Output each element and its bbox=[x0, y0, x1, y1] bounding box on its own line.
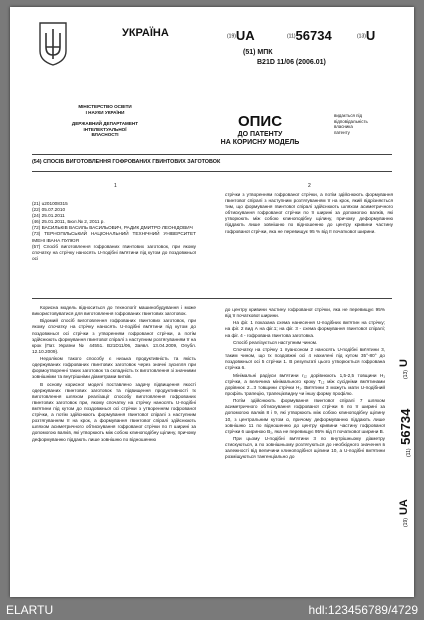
department-name: ДЕРЖАВНИЙ ДЕПАРТАМЕНТ ІНТЕЛЕКТУАЛЬНОЇ ВЛАСНОСТІ bbox=[71, 121, 139, 138]
country-name: УКРАЇНА bbox=[122, 27, 169, 39]
patent-number: (11)56734 bbox=[287, 28, 332, 43]
document-kind: (13)U bbox=[357, 28, 376, 43]
divider bbox=[32, 171, 392, 172]
ipc-label: (51) МПК bbox=[243, 49, 273, 56]
patent-title: (54) СПОСІБ ВИГОТОВЛЕННЯ ГОФРОВАНИХ ГВИНТОВИХ ЗАГОТОВОК bbox=[32, 159, 221, 165]
trident-emblem-icon bbox=[38, 21, 68, 67]
description-right-column: до центру кривини частину гофрованої стрічки, яка не перевищує 95% від її початкової ширини. На фіг. 1 показана схема нанесення U-подібних вм'ятин на стрічку; на фіг. 2 вид А на фіг.1; на фіг. 3 - схема формування гвинтової спіралі; на фіг. 4 - гофрована гвинтова заготовка. Спосіб реалізується наступним чином. Спочатку на стрічку 1 пуансоном 2 наносять U-подібні вм'ятини 3, таким чином, що їх поздовжні осі 4 нахилені під кутом 35°-80° до поздовжньої осі 5 стрічки 1. В результаті цього утворюється гофрована стрічка 6. Мінімальні радіуси вм'ятини r₁₂ дорівнюють 1,5-2,5 товщини H₁ стрічки, а величина мінімального кроку T₁₂ між сусідніми вм'ятинами дорівнює 2...3 товщини стрічки H₁. Вм'ятини 3 можуть мати U-подібний профіль трапецію, трапецієвидну чи іншу форму профілю. Потім здійснюють формування гвинтової спіралі 7 шляхом асиметричного обтискування гофрованої стрічки 6 по її ширині за допомогою валків 8 і 9, які утворюють між собою клиноподібну щілину 10, з центральним кутом α, причому деформуванню піддають лише зовнішню 11 по відношенню до центру кривини частину гофрованої стрічки 6 шириною B₁, яка не перевищує 95% від її початкової ширини B. При цьому U-подібні вм'ятини 3 по внутрішньому діаметру стискуються, а по зовнішньому розтягуються до необхідного значення в залежності від величини клиноподібної щілини 10, а U-подібні вм'ятини розміщуються тангенціально до bbox=[225, 307, 385, 460]
owner-note: видається під відповідальність власника патенту bbox=[334, 113, 368, 135]
footer-handle: hdl:123456789/4729 bbox=[308, 603, 418, 617]
document-type: ОПИС bbox=[237, 113, 283, 130]
document-subtitle-1: ДО ПАТЕНТУ bbox=[237, 131, 283, 138]
ipc-code: B21D 11/06 (2006.01) bbox=[257, 59, 326, 66]
description-left-column: Корисна модель відноситься до технології машинобудування і може використовуватися для виготовлення гофрованих гвинтових заготовок. Відомий спосіб виготовлення гофрованих гвинтових заготовок, при якому спочатку на стрічку наносять U-подібні вм'ятини під кутом до поздовжньої осі стрічки з утворенням гофрованої стрічки, а потім здійснюють формування гвинтової спіралі з наступним розтягуванням її на крок (Пат. України № 44551. В21D11/06, Заявл. 13.04.2009, Опубл. 12.10.2009). Недоліком такого способу є низька продуктивність та якість одержуваних гофрованих гвинтових заготовок через значні зусилля при формоутворенні таких заготовок та складність їх виготовлення зі значними зовнішніми та внутрішніми діаметрами витків. В основу корисної моделі поставлено задачу підвищення якості одержуваних гвинтових заготовок та підвищення продуктивності їх виготовлення шляхом реалізації способу виготовлення гофрованих гвинтових заготовок при, якому спочатку на стрічку наносять U-подібні вм'ятини під кутом до поздовжньої осі стрічки з утворенням гофрованої стрічки, а потім здійснюють формування гвинтової спіралі з наступним розтягуванням її на крок, а формування гвинтової спіралі здійснюють шляхом асиметричного обтискування гофрованої стрічки по її ширині за допомогою валків, які утворюють між собою клиноподібну щілину, причому деформуванню піддають лише зовнішню по відношенню bbox=[32, 305, 196, 442]
footer-repository: ELARTU bbox=[6, 603, 54, 617]
viewer-footer bbox=[0, 600, 424, 620]
column-number-right: 2 bbox=[308, 183, 311, 189]
country-code: (19)UA bbox=[227, 28, 255, 43]
claim-continuation: стрічки з утворенням гофрованої стрічки, а потім здійснюють формування гвинтової спіралі з наступним розтягуванням її на крок, який відрізняється тим, що формування гвинтової спіралі здійснюють шляхом асиметричного обтискування гофрованої стрічки по її ширині за допомогою валків, які утворюють між собою клиноподібну щілину, причому деформуванню піддають лише зовнішню по відношенню до центру кривини частину гофрованої стрічки, яка не перевищує 95 % від її початкової ширини. bbox=[225, 192, 393, 234]
column-number-left: 1 bbox=[114, 183, 117, 189]
divider bbox=[32, 154, 392, 155]
divider bbox=[32, 298, 392, 299]
bibliographic-data: (21) u201008315 (22) 05.07.2010 (24) 25.01.2011 (46) 25.01.2011, Бюл.№ 2, 2011 р. (72) ВАСИЛЬКІВ ВАСИЛЬ ВАСИЛЬОВИЧ, РАДИК ДМИТРО ЛЕОНІДОВИЧ (73) ТЕРНОПІЛЬСЬКИЙ НАЦІОНАЛЬНИЙ ТЕХНІЧНИЙ УНІВЕРСИТЕТ ІМЕНІ ІВАНА ПУЛЮЯ (57) Спосіб виготовлення гофрованих гвинтових заготовок, при якому спочатку на стрічку наносять U-подібні вм'ятини під кутом до поздовжньої осі bbox=[32, 201, 196, 261]
ministry-name: МІНІСТЕРСТВО ОСВІТИ І НАУКИ УКРАЇНИ bbox=[78, 104, 132, 115]
document-subtitle-2: НА КОРИСНУ МОДЕЛЬ bbox=[220, 139, 300, 146]
patent-page: УКРАЇНА МІНІСТЕРСТВО ОСВІТИ І НАУКИ УКРАЇНИ ДЕРЖАВНИЙ ДЕПАРТАМЕНТ ІНТЕЛЕКТУАЛЬНОЇ ВЛАСНОСТІ (19)UA (11)56734 (13)U (51) МПК B21D 11/06 (2006.01) ОПИС ДО ПАТЕНТУ НА КОРИСНУ МОДЕЛЬ видається під відповідальність власника патенту (54) СПОСІБ ВИГОТОВЛЕННЯ ГОФРОВАНИХ ГВИНТОВИХ ЗАГОТОВОК 1 2 (21) u201008315 (22) 05.07.2010 (24) 25.01.2011 (46) 25.01.2011, Бюл.№ 2, 2011 р. (72) ВАСИЛЬКІВ ВАСИЛЬ ВАСИЛЬОВИЧ, РАДИК ДМИТРО ЛЕОНІДОВИЧ (73) ТЕРНОПІЛЬСЬКИЙ НАЦІОНАЛЬНИЙ ТЕХНІЧНИЙ УНІВЕРСИТЕТ ІМЕНІ ІВАНА ПУЛЮЯ (57) Спосіб виготовлення гофрованих гвинтових заготовок, при якому спочатку на стрічку наносять U-подібні вм'ятини під кутом до поздовжньої осі стрічки з утворенням гофрованої стрічки, а потім здійснюють формування гвинтової спіралі з наступним розтягуванням її на крок, який відрізняється тим, що формування гвинтової спіралі здійснюють шляхом асиметричного обтискування гофрованої стрічки по її ширині за допомогою валків, які утворюють між собою клиноподібну щілину, причому деформуванню піддають лише зовнішню по відношенню до центру кривини частину гофрованої стрічки, яка не перевищує 95 % від її початкової ширини. Корисна модель відноситься до технології машинобудування і може використовуватися для виготовлення гофрованих гвинтових заготовок. Відомий спосіб виготовлення гофрованих гвинтових заготовок, при якому спочатку на стрічку наносять U-подібні вм'ятини під кутом до поздовжньої осі стрічки з утворенням гофрованої стрічки, а потім здійснюють формування гвинтової спіралі з наступним розтягуванням її на крок (Пат. України № 44551. В21D11/06, Заявл. 13.04.2009, Опубл. 12.10.2009). Недоліком такого способу є низька продуктивність та якість одержуваних гофрованих гвинтових заготовок через значні зусилля при формоутворенні таких заготовок та складність їх виготовлення зі значними зовнішніми та внутрішніми діаметрами витків. В основу корисної моделі поставлено задачу підвищення якості одержуваних гвинтових заготовок та підвищення продуктивності їх виготовлення шляхом реалізації способу виготовлення гофрованих гвинтових заготовок при, якому спочатку на стрічку наносять U-подібні вм'ятини під кутом до поздовжньої осі стрічки з утворенням гофрованої стрічки, а потім здійснюють формування гвинтової спіралі з наступним розтягуванням її на крок, а формування гвинтової спіралі здійснюють шляхом асиметричного обтискування гофрованої стрічки по її ширині за допомогою валків, які утворюють між собою клиноподібну щілину, причому деформуванню піддають лише зовнішню по відношенню до центру кривини частину гофрованої стрічки, яка не перевищує 95% від її початкової ширини. На фіг. 1 показана схема нанесення U-подібних вм'ятин на стрічку; на фіг. 2 вид А на фіг.1; на фіг. 3 - схема формування гвинтової спіралі; на фіг. 4 - гофрована гвинтова заготовка. Спосіб реалізується наступним чином. Спочатку на стрічку 1 пуансоном 2 наносять U-подібні вм'ятини 3, таким чином, що їх поздовжні осі 4 нахилені під кутом 35°-80° до поздовжньої осі 5 стрічки 1. В результаті цього утворюється гофрована стрічка 6. Мінімальні радіуси вм'ятини r₁₂ дорівнюють 1,5-2,5 товщини H₁ стрічки, а величина мінімального кроку T₁₂ між сусідніми вм'ятинами дорівнює 2...3 товщини стрічки H₁. Вм'ятини 3 можуть мати U-подібний профіль трапецію, трапецієвидну чи іншу форму профілю. Потім здійснюють формування гвинтової спіралі 7 шляхом асиметричного обтискування гофрованої стрічки 6 по її ширині за допомогою валків 8 і 9, які утворюють між собою клиноподібну щілину 10, з центральним кутом α, причому деформуванню піддають лише зовнішню 11 по відношенню до центру кривини частину гофрованої стрічки 6 шириною B₁, яка не перевищує 95% від її початкової ширини B. При цьому U-подібні вм'ятини 3 по внутрішньому діаметру стискуються, а по зовнішньому розтягуються до необхідного значення в залежності від величини клиноподібної щілини 10, а U-подібні вм'ятини розміщуються тангенціально до (13) U (11) 56734 (19) UA bbox=[10, 7, 414, 597]
